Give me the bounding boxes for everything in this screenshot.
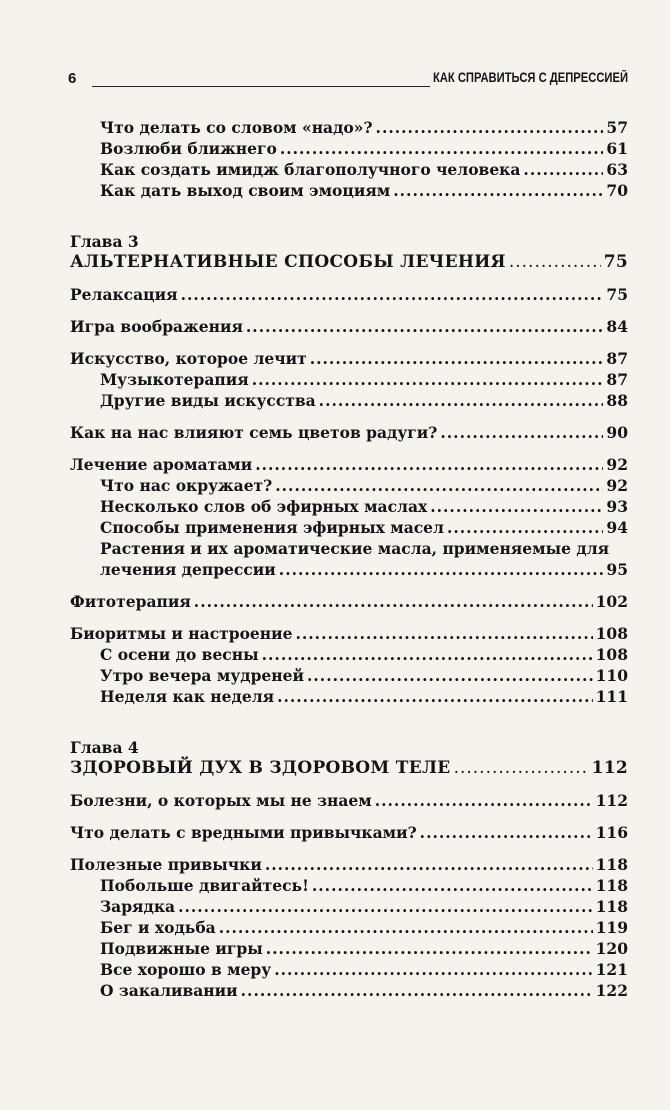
toc-entry [70,623,628,644]
leader-dots [241,980,593,1001]
chapter-label: Глава 4 [70,738,139,757]
toc-entry-title: Способы применения эфирных масел [100,518,444,537]
toc-entry [70,422,628,443]
toc-entry-page: 116 [595,823,628,842]
toc-entry-title: Что нас окружает? [100,476,273,495]
table-of-contents [70,117,628,1001]
chapter-title: АЛЬТЕРНАТИВНЫЕ СПОСОБЫ ЛЕЧЕНИЯ [70,252,506,272]
leader-dots [178,896,593,917]
toc-entry-page: 95 [606,560,628,579]
leader-dots [319,390,604,411]
toc-entry-title-line1: Растения и их ароматические масла, применяемые для [100,539,610,558]
toc-entry [70,517,628,538]
toc-entry [70,686,628,707]
leader-dots [376,117,604,138]
leader-dots [280,138,604,159]
toc-entry-page: 87 [606,370,628,389]
toc-entry-title: Полезные привычки [70,855,262,874]
leader-dots [181,284,604,305]
toc-entry-page: 84 [606,317,628,336]
toc-entry-page: 92 [606,455,628,474]
leader-dots [509,252,601,273]
toc-entry-title: Бег и ходьба [100,918,216,937]
toc-entry-page: 94 [606,518,628,537]
leader-dots [255,454,603,475]
leader-dots [219,917,593,938]
leader-dots [375,790,593,811]
leader-dots [274,959,592,980]
toc-entry [70,369,628,390]
toc-entry-title: Что делать со словом «надо»? [100,118,373,137]
toc-entry-title: Несколько слов об эфирных маслах [100,497,428,516]
toc-entry-page: 90 [606,423,628,442]
toc-entry-title: О закаливании [100,981,238,1000]
toc-entry-page: 57 [606,118,628,137]
page-header [68,70,628,92]
leader-dots [312,875,593,896]
toc-entry-page: 93 [606,497,628,516]
leader-dots [246,316,604,337]
toc-entry-page: 118 [595,876,628,895]
toc-entry-title: С осени до весны [100,645,259,664]
leader-dots [310,348,604,369]
toc-entry-title: Зарядка [100,897,176,916]
toc-entry-title: Неделя как неделя [100,687,275,706]
leader-dots [307,665,593,686]
toc-entry-title-line2: лечения депрессии [100,560,276,579]
toc-entry-title: Музыкотерапия [100,370,249,389]
toc-entry [70,180,628,201]
toc-entry [70,284,628,305]
toc-entry-page: 102 [595,592,628,611]
leader-dots [275,475,603,496]
toc-entry-title: Как дать выход своим эмоциям [100,181,391,200]
toc-entry [70,875,628,896]
leader-dots [266,938,593,959]
toc-entry-page: 118 [595,897,628,916]
leader-dots [393,180,603,201]
toc-entry [70,591,628,612]
toc-entry [70,854,628,875]
toc-entry-page: 118 [595,855,628,874]
toc-entry-page: 111 [595,687,628,706]
chapter-page: 112 [591,758,628,778]
leader-dots [420,822,593,843]
chapter-label: Глава 3 [70,232,139,251]
toc-entry [70,790,628,811]
page-number: 6 [68,70,77,87]
toc-entry [70,117,628,138]
toc-entry [70,980,628,1001]
leader-dots [194,591,593,612]
toc-entry [70,390,628,411]
toc-entry-page: 87 [606,349,628,368]
toc-entry-page: 70 [606,181,628,200]
toc-entry-page: 92 [606,476,628,495]
toc-entry-title: Как на нас влияют семь цветов радуги? [70,423,438,442]
toc-entry-title: Игра воображения [70,317,243,336]
toc-entry-page: 108 [595,645,628,664]
toc-entry-page: 112 [595,791,628,810]
leader-dots [430,496,603,517]
toc-entry-title: Релаксация [70,285,178,304]
chapter-title: ЗДОРОВЫЙ ДУХ В ЗДОРОВОМ ТЕЛЕ [70,758,451,778]
leader-dots [447,517,603,538]
chapter-entry [70,252,628,273]
header-rule [92,86,430,87]
leader-dots [262,644,593,665]
toc-entry [70,475,628,496]
toc-entry [70,822,628,843]
toc-entry-title: Что делать с вредными привычками? [70,823,417,842]
toc-entry [70,644,628,665]
leader-dots [277,686,593,707]
toc-entry [70,917,628,938]
toc-entry [70,496,628,517]
toc-entry-page: 120 [595,939,628,958]
running-title: КАК СПРАВИТЬСЯ С ДЕПРЕССИЕЙ [432,70,628,85]
leader-dots [440,422,603,443]
toc-entry-page: 119 [595,918,628,937]
leader-dots [265,854,593,875]
toc-entry-title: Все хорошо в меру [100,960,272,979]
toc-entry [70,316,628,337]
toc-entry-title: Болезни, о которых мы не знаем [70,791,372,810]
toc-entry-title: Другие виды искусства [100,391,316,410]
toc-entry-page: 121 [595,960,628,979]
leader-dots [279,559,604,580]
toc-entry [70,938,628,959]
toc-entry-title: Подвижные игры [100,939,263,958]
leader-dots [252,369,604,390]
toc-entry [70,138,628,159]
toc-entry [70,159,628,180]
toc-entry [70,959,628,980]
toc-entry-page: 122 [595,981,628,1000]
toc-entry-title: Возлюби ближнего [100,139,277,158]
toc-entry-page: 110 [595,666,628,685]
toc-entry [70,348,628,369]
toc-entry-title: Биоритмы и настроение [70,624,293,643]
chapter-entry [70,758,628,779]
toc-entry-page: 61 [606,139,628,158]
chapter-page: 75 [603,252,628,272]
leader-dots [454,758,589,779]
toc-entry-title: Фитотерапия [70,592,191,611]
toc-entry-title: Побольше двигайтесь! [100,876,309,895]
toc-entry-page: 75 [606,285,628,304]
toc-entry-title: Утро вечера мудреней [100,666,304,685]
leader-dots [523,159,603,180]
toc-entry [70,454,628,475]
toc-entry-page: 108 [595,624,628,643]
toc-entry-page: 63 [606,160,628,179]
toc-entry [70,896,628,917]
leader-dots [295,623,592,644]
toc-entry [70,538,628,580]
toc-entry-title: Лечение ароматами [70,455,253,474]
toc-entry-title: Искусство, которое лечит [70,349,307,368]
toc-entry [70,665,628,686]
toc-entry-title: Как создать имидж благополучного человека [100,160,521,179]
toc-entry-page: 88 [606,391,628,410]
